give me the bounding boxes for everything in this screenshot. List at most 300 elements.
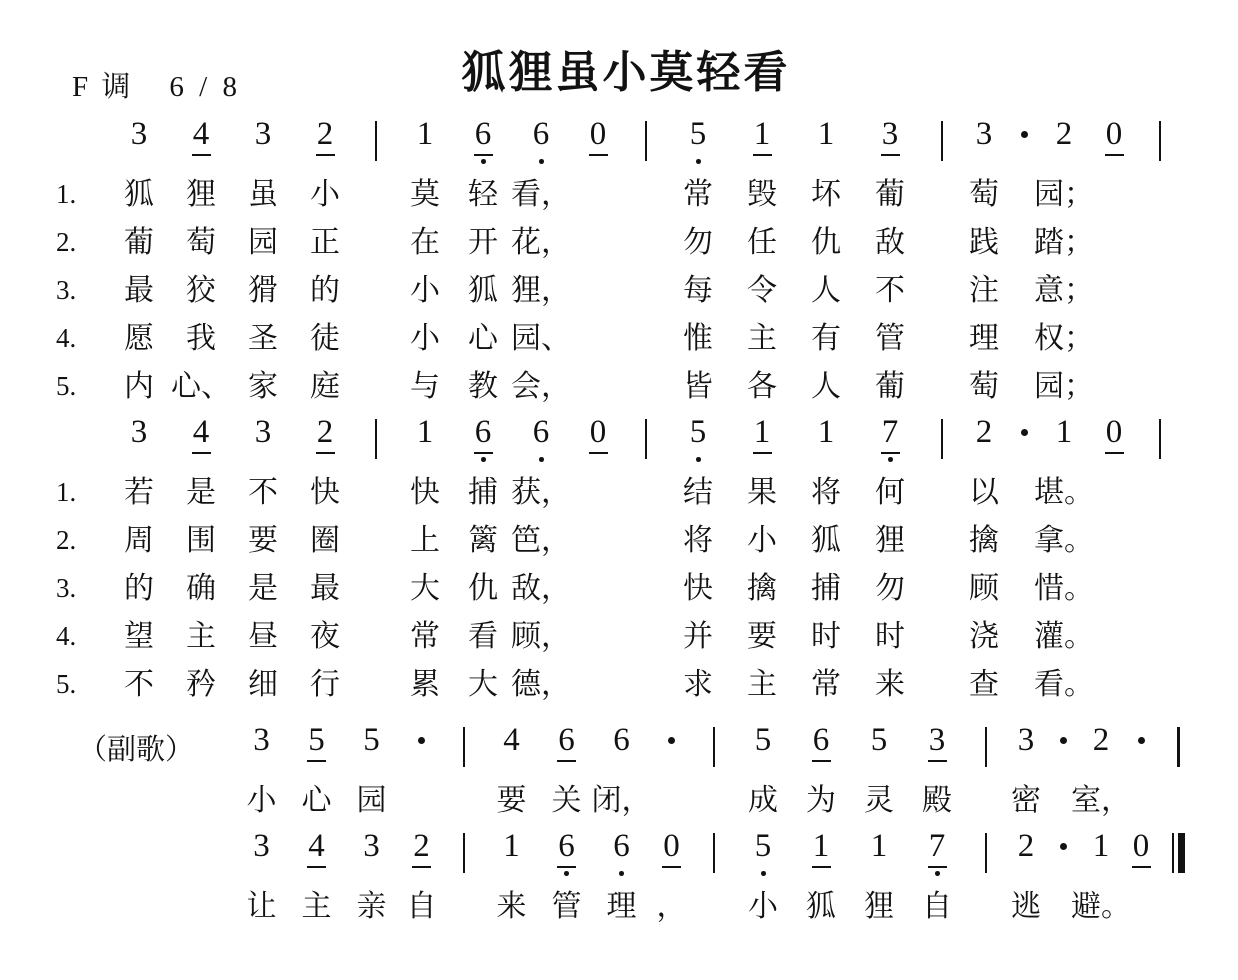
lyric-syllable: 让 — [246, 889, 277, 923]
lyric-syllable: 为 — [806, 783, 836, 817]
verse-number: 5. — [56, 370, 77, 401]
note-6 — [557, 724, 576, 770]
note-4 — [192, 416, 211, 462]
lyric-syllable: 小 — [410, 273, 440, 307]
low-octave-dot — [935, 871, 940, 876]
lyric-syllable: 理 — [606, 889, 637, 923]
barline — [645, 419, 648, 459]
final-barline-thick — [1178, 833, 1185, 873]
lyric-syllable: 主 — [747, 667, 777, 701]
lyric-syllable: 敌 — [875, 225, 905, 259]
lyric-syllable: 花， — [511, 225, 571, 259]
note-2 — [1017, 830, 1036, 876]
lyric-syllable: 捕 — [811, 571, 841, 605]
lyric-syllable: 顾， — [511, 619, 571, 653]
verse-number: 1. — [56, 178, 77, 209]
dot-glyph — [418, 737, 425, 744]
barline — [985, 833, 988, 873]
note-2 — [1092, 724, 1111, 770]
lyric-syllable: 令 — [747, 273, 777, 307]
low-octave-dot — [481, 159, 486, 164]
eighth-underline — [1105, 154, 1124, 156]
lyric-syllable: 快 — [310, 475, 340, 509]
lyric-syllable: 在 — [410, 225, 440, 259]
lyric-syllable: 擒 — [747, 571, 777, 605]
augmentation-dot — [418, 724, 425, 770]
lyric-syllable: 室， — [1071, 783, 1131, 817]
lyric-syllable: 以 — [969, 475, 999, 509]
lyric-syllable: 狐 — [811, 523, 841, 557]
lyric-syllable: 狸， — [511, 273, 571, 307]
barline — [463, 727, 466, 767]
note-number: 1 — [870, 828, 888, 864]
lyric-syllable: 查 — [969, 667, 999, 701]
note-6 — [532, 416, 551, 462]
barline — [463, 833, 466, 873]
verse-line-1-4 — [44, 314, 1208, 362]
dot-glyph — [1021, 429, 1028, 436]
lyric-syllable: 不 — [248, 475, 278, 509]
eighth-underline — [812, 760, 831, 762]
lyric-syllable: 狐 — [124, 177, 154, 211]
lyric-syllable: 萄 — [969, 177, 999, 211]
lyric-syllable: 管 — [875, 321, 905, 355]
notation-line-1 — [44, 112, 1208, 170]
note-2 — [316, 118, 335, 164]
note-1 — [817, 118, 836, 164]
lyric-syllable: 看 — [468, 619, 498, 653]
note-number: 3 — [130, 414, 148, 450]
note-number: 2 — [975, 414, 993, 450]
lyric-syllable: 逃 — [1011, 889, 1041, 923]
lyric-syllable: 是 — [186, 475, 216, 509]
final-barline-thin — [1172, 833, 1175, 873]
lyric-syllable: 顾 — [969, 571, 999, 605]
lyric-syllable: 结 — [683, 475, 713, 509]
lyric-syllable: 细 — [248, 667, 278, 701]
note-number: 2 — [316, 414, 334, 450]
eighth-underline — [474, 452, 493, 454]
low-octave-dot — [564, 871, 569, 876]
verse-number: 4. — [56, 322, 77, 353]
eighth-underline — [753, 154, 772, 156]
note-number: 2 — [316, 116, 334, 152]
note-number: 3 — [975, 116, 993, 152]
lyric-syllable: 勿 — [683, 225, 713, 259]
note-number: 2 — [413, 828, 430, 864]
chorus-lyric-line-1 — [44, 776, 1208, 824]
verse-number: 3. — [56, 274, 77, 305]
lyric-syllable: 心 — [468, 321, 498, 355]
lyric-syllable: 累 — [410, 667, 440, 701]
lyric-syllable: 徒 — [310, 321, 340, 355]
note-number: 1 — [1092, 828, 1110, 864]
lyric-syllable: 亲 — [356, 889, 387, 923]
barline — [713, 833, 716, 873]
lyric-syllable: 矜 — [186, 667, 216, 701]
low-octave-dot — [696, 457, 701, 462]
notation-line-2 — [44, 410, 1208, 468]
note-number: 5 — [308, 722, 325, 758]
dot-glyph — [1060, 843, 1067, 850]
lyric-syllable: 正 — [310, 225, 340, 259]
lyric-syllable: 小 — [310, 177, 340, 211]
verse-number: 5. — [56, 668, 77, 699]
lyric-syllable: 注 — [969, 273, 999, 307]
lyric-syllable: 望 — [124, 619, 154, 653]
barline — [375, 419, 378, 459]
verse-line-2-2 — [44, 516, 1208, 564]
lyric-syllable: 确 — [186, 571, 216, 605]
note-number: 2 — [1017, 828, 1035, 864]
lyric-syllable: 要 — [496, 783, 527, 817]
lyric-syllable: 获， — [511, 475, 571, 509]
lyric-syllable: 看， — [511, 177, 571, 211]
lyric-syllable: 要 — [747, 619, 777, 653]
lyric-syllable: 任 — [747, 225, 777, 259]
lyric-syllable: 拿。 — [1034, 523, 1094, 557]
lyric-syllable: 的 — [310, 273, 340, 307]
note-number: 4 — [503, 722, 520, 758]
note-3 — [254, 118, 273, 164]
lyric-syllable: 时 — [811, 619, 841, 653]
key-label: F 调 — [72, 71, 134, 103]
lyric-syllable: 果 — [747, 475, 777, 509]
eighth-underline — [316, 452, 335, 454]
lyric-syllable: 最 — [124, 273, 154, 307]
lyric-syllable: 小 — [747, 523, 777, 557]
eighth-underline — [474, 154, 493, 156]
lyric-syllable: 浇 — [969, 619, 999, 653]
note-number: 0 — [589, 116, 607, 152]
lyric-syllable: 德， — [511, 667, 571, 701]
low-octave-dot — [888, 457, 893, 462]
lyric-syllable: 勿 — [875, 571, 905, 605]
note-3 — [928, 724, 947, 770]
eighth-underline — [881, 154, 900, 156]
note-2 — [316, 416, 335, 462]
note-number: 0 — [663, 828, 680, 864]
lyric-syllable: 家 — [248, 369, 278, 403]
lyric-syllable: 皆 — [683, 369, 713, 403]
lyric-syllable: 葡 — [875, 369, 905, 403]
barline — [1159, 419, 1162, 459]
lyric-syllable: 狐 — [468, 273, 498, 307]
lyric-syllable: 理 — [969, 321, 999, 355]
note-number: 7 — [881, 414, 899, 450]
lyric-syllable: 常 — [410, 619, 440, 653]
dot-glyph — [668, 737, 675, 744]
low-octave-dot — [761, 871, 766, 876]
augmentation-dot — [668, 724, 675, 770]
note-number: 6 — [474, 414, 492, 450]
lyric-syllable: 狸 — [875, 523, 905, 557]
lyric-syllable: 权； — [1034, 321, 1094, 355]
lyric-syllable: 毁 — [747, 177, 777, 211]
eighth-underline — [316, 154, 335, 156]
barline — [941, 121, 944, 161]
lyric-syllable: 园； — [1034, 369, 1094, 403]
lyric-syllable: 上 — [410, 523, 440, 557]
lyric-syllable: 葡 — [875, 177, 905, 211]
note-number: 1 — [503, 828, 520, 864]
note-number: 6 — [558, 722, 575, 758]
lyric-syllable: 管 — [551, 889, 582, 923]
note-0 — [1105, 416, 1124, 462]
note-5 — [362, 724, 381, 770]
note-5 — [754, 724, 773, 770]
note-0 — [1132, 830, 1151, 876]
lyric-syllable: 园 — [356, 783, 387, 817]
eighth-underline — [557, 866, 576, 868]
eighth-underline — [589, 452, 608, 454]
note-3 — [975, 118, 994, 164]
lyric-syllable: 践 — [969, 225, 999, 259]
verse-line-1-1 — [44, 170, 1208, 218]
note-number: 5 — [363, 722, 380, 758]
note-6 — [612, 830, 631, 876]
lyric-syllable: 若 — [124, 475, 154, 509]
lyric-syllable: 夜 — [310, 619, 340, 653]
note-number: 1 — [416, 116, 434, 152]
lyric-syllable: 狐 — [806, 889, 836, 923]
lyric-syllable: 看。 — [1034, 667, 1094, 701]
lyric-syllable: 萄 — [186, 225, 216, 259]
verse-line-1-5 — [44, 362, 1208, 410]
lyric-syllable: 来 — [875, 667, 905, 701]
note-1 — [812, 830, 831, 876]
lyric-syllable: 狸 — [186, 177, 216, 211]
eighth-underline — [307, 866, 326, 868]
lyric-syllable: 会， — [511, 369, 571, 403]
lyric-syllable: 仇 — [811, 225, 841, 259]
lyric-syllable: 开 — [468, 225, 498, 259]
lyric-syllable: 园、 — [511, 321, 571, 355]
note-number: 3 — [928, 722, 946, 758]
augmentation-dot — [1060, 724, 1067, 770]
note-number: 3 — [881, 116, 899, 152]
lyric-syllable: 快 — [410, 475, 440, 509]
barline — [1159, 121, 1162, 161]
low-octave-dot — [696, 159, 701, 164]
lyric-syllable: 惟 — [683, 321, 713, 355]
lyric-syllable: 的 — [124, 571, 154, 605]
lyric-syllable: 主 — [747, 321, 777, 355]
eighth-underline — [589, 154, 608, 156]
note-number: 5 — [754, 722, 772, 758]
note-3 — [881, 118, 900, 164]
augmentation-dot — [1138, 724, 1145, 770]
lyric-syllable: 愿 — [124, 321, 154, 355]
lyric-syllable: 常 — [811, 667, 841, 701]
eighth-underline — [557, 760, 576, 762]
augmentation-dot — [1021, 416, 1028, 462]
eighth-underline — [662, 866, 681, 868]
lyric-syllable: 各 — [747, 369, 777, 403]
verse-number: 3. — [56, 572, 77, 603]
note-number: 4 — [192, 116, 210, 152]
lyric-syllable: 每 — [683, 273, 713, 307]
note-6 — [474, 416, 493, 462]
lyric-syllable: 坏 — [811, 177, 841, 211]
note-number: 6 — [613, 828, 630, 864]
note-5 — [307, 724, 326, 770]
lyric-syllable: 葡 — [124, 225, 154, 259]
lyric-syllable: 与 — [410, 369, 440, 403]
lyric-syllable: 小 — [246, 783, 277, 817]
lyric-syllable: 人 — [811, 273, 841, 307]
note-number: 5 — [689, 414, 707, 450]
note-4 — [192, 118, 211, 164]
note-number: 3 — [130, 116, 148, 152]
note-4 — [307, 830, 326, 876]
lyric-syllable: 我 — [186, 321, 216, 355]
eighth-underline — [1105, 452, 1124, 454]
note-3 — [1017, 724, 1036, 770]
note-number: 2 — [1092, 722, 1110, 758]
lyric-syllable: 莫 — [410, 177, 440, 211]
lyric-syllable: 将 — [683, 523, 713, 557]
note-number: 6 — [613, 722, 630, 758]
lyric-syllable: 仇 — [468, 571, 498, 605]
note-2 — [1055, 118, 1074, 164]
verse-line-2-5 — [44, 660, 1208, 708]
note-1 — [416, 118, 435, 164]
lyric-syllable: 捕 — [468, 475, 498, 509]
note-number: 4 — [308, 828, 325, 864]
note-6 — [557, 830, 576, 876]
dot-glyph — [1021, 131, 1028, 138]
lyric-syllable: 有 — [811, 321, 841, 355]
lyric-syllable: 是 — [248, 571, 278, 605]
lyric-syllable: 自 — [406, 889, 437, 923]
note-number: 1 — [812, 828, 830, 864]
note-1 — [753, 416, 772, 462]
barline — [375, 121, 378, 161]
lyric-syllable: 篱 — [468, 523, 498, 557]
chorus-notation-line-1 — [44, 718, 1208, 776]
note-1 — [1055, 416, 1074, 462]
lyric-syllable: ， — [656, 889, 687, 923]
augmentation-dot — [1021, 118, 1028, 164]
note-number: 3 — [253, 722, 270, 758]
barline — [645, 121, 648, 161]
note-3 — [252, 830, 271, 876]
note-number: 6 — [474, 116, 492, 152]
chorus-lyric-line-2 — [44, 882, 1208, 930]
note-3 — [252, 724, 271, 770]
verse-number: 1. — [56, 476, 77, 507]
eighth-underline — [192, 154, 211, 156]
page-header — [44, 34, 1208, 104]
lyric-syllable: 密 — [1011, 783, 1041, 817]
note-number: 0 — [589, 414, 607, 450]
lyric-syllable: 快 — [683, 571, 713, 605]
note-1 — [1092, 830, 1111, 876]
note-3 — [254, 416, 273, 462]
lyric-syllable: 常 — [683, 177, 713, 211]
note-3 — [130, 118, 149, 164]
lyric-syllable: 狡 — [186, 273, 216, 307]
note-5 — [870, 724, 889, 770]
note-0 — [589, 416, 608, 462]
eighth-underline — [753, 452, 772, 454]
lyric-syllable: 圣 — [248, 321, 278, 355]
lyric-syllable: 教 — [468, 369, 498, 403]
eighth-underline — [1132, 866, 1151, 868]
lyric-syllable: 不 — [875, 273, 905, 307]
lyric-syllable: 行 — [310, 667, 340, 701]
lyric-syllable: 轻 — [468, 177, 498, 211]
verse-number: 2. — [56, 226, 77, 257]
note-number: 3 — [254, 414, 272, 450]
eighth-underline — [881, 452, 900, 454]
lyric-syllable: 笆， — [511, 523, 571, 557]
lyric-syllable: 狸 — [864, 889, 894, 923]
note-number: 1 — [817, 116, 835, 152]
note-2 — [412, 830, 431, 876]
verse-line-1-2 — [44, 218, 1208, 266]
note-2 — [975, 416, 994, 462]
note-3 — [130, 416, 149, 462]
lyric-syllable: 何 — [875, 475, 905, 509]
note-number: 5 — [870, 722, 888, 758]
barline — [985, 727, 988, 767]
lyric-syllable: 并 — [683, 619, 713, 653]
note-number: 5 — [754, 828, 772, 864]
note-number: 0 — [1132, 828, 1150, 864]
note-0 — [662, 830, 681, 876]
note-number: 6 — [812, 722, 830, 758]
lyric-syllable: 踏； — [1034, 225, 1094, 259]
eighth-underline — [812, 866, 831, 868]
note-1 — [753, 118, 772, 164]
final-barline — [1172, 833, 1186, 873]
dot-glyph — [1138, 737, 1145, 744]
lyric-syllable: 敌， — [511, 571, 571, 605]
lyric-syllable: 心 — [301, 783, 332, 817]
lyric-syllable: 周 — [124, 523, 154, 557]
lyric-syllable: 园； — [1034, 177, 1094, 211]
verse-number: 2. — [56, 524, 77, 555]
lyric-syllable: 灵 — [864, 783, 894, 817]
lyric-syllable: 成 — [748, 783, 778, 817]
lyric-syllable: 大 — [410, 571, 440, 605]
note-number: 3 — [254, 116, 272, 152]
lyric-syllable: 时 — [875, 619, 905, 653]
note-number: 2 — [1055, 116, 1073, 152]
note-number: 1 — [753, 116, 771, 152]
note-6 — [532, 118, 551, 164]
lyric-syllable: 昼 — [248, 619, 278, 653]
verse-number: 4. — [56, 620, 77, 651]
lyric-syllable: 惜。 — [1034, 571, 1094, 605]
note-number: 0 — [1105, 414, 1123, 450]
lyric-syllable: 小 — [410, 321, 440, 355]
lyric-syllable: 人 — [811, 369, 841, 403]
low-octave-dot — [619, 871, 624, 876]
lyric-syllable: 虽 — [248, 177, 278, 211]
lyric-syllable: 不 — [124, 667, 154, 701]
note-7 — [881, 416, 900, 462]
verse-line-2-4 — [44, 612, 1208, 660]
lyric-syllable: 将 — [811, 475, 841, 509]
lyric-syllable: 灌。 — [1034, 619, 1094, 653]
note-number: 0 — [1105, 116, 1123, 152]
note-3 — [362, 830, 381, 876]
note-0 — [1105, 118, 1124, 164]
note-number: 3 — [253, 828, 270, 864]
